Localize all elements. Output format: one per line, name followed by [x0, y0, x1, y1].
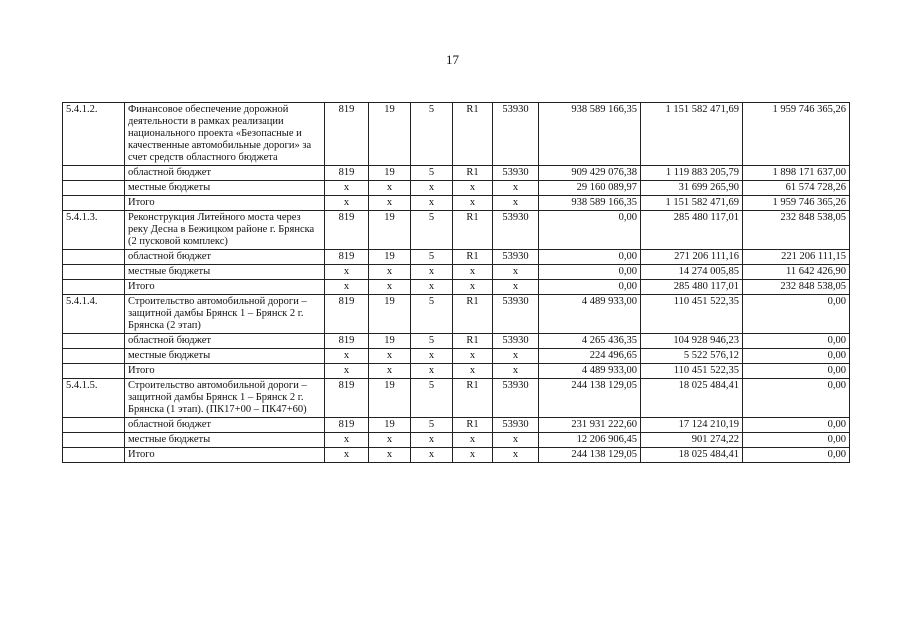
amount-year-3: 221 206 111,15 — [743, 250, 850, 265]
section-code: 19 — [369, 103, 411, 166]
expense-code: x — [493, 364, 539, 379]
amount-year-2: 18 025 484,41 — [641, 379, 743, 418]
row-code — [63, 418, 125, 433]
amount-year-1: 231 931 222,60 — [539, 418, 641, 433]
subsection-code: 5 — [411, 295, 453, 334]
section-code: 19 — [369, 418, 411, 433]
expense-code: x — [493, 433, 539, 448]
admin-code: x — [325, 196, 369, 211]
row-code — [63, 265, 125, 280]
amount-year-2: 901 274,22 — [641, 433, 743, 448]
row-name: областной бюджет — [125, 334, 325, 349]
amount-year-1: 0,00 — [539, 250, 641, 265]
amount-year-2: 1 151 582 471,69 — [641, 196, 743, 211]
program-code: R1 — [453, 211, 493, 250]
amount-year-3: 0,00 — [743, 418, 850, 433]
amount-year-1: 4 489 933,00 — [539, 295, 641, 334]
amount-year-1: 938 589 166,35 — [539, 196, 641, 211]
table-row-sub — [63, 349, 850, 364]
row-code — [63, 334, 125, 349]
amount-year-1: 224 496,65 — [539, 349, 641, 364]
amount-year-3: 1 959 746 365,26 — [743, 196, 850, 211]
table-row-item — [63, 103, 850, 166]
amount-year-1: 0,00 — [539, 211, 641, 250]
row-name: Итого — [125, 280, 325, 295]
subsection-code: 5 — [411, 418, 453, 433]
amount-year-3: 61 574 728,26 — [743, 181, 850, 196]
program-code: x — [453, 265, 493, 280]
row-code: 5.4.1.5. — [63, 379, 125, 418]
table-row-item — [63, 379, 850, 418]
subsection-code: 5 — [411, 166, 453, 181]
subsection-code: 5 — [411, 103, 453, 166]
table-row-sub — [63, 364, 850, 379]
amount-year-1: 12 206 906,45 — [539, 433, 641, 448]
subsection-code: x — [411, 448, 453, 463]
program-code: R1 — [453, 418, 493, 433]
table-row-sub — [63, 196, 850, 211]
section-code: x — [369, 448, 411, 463]
amount-year-3: 1 898 171 637,00 — [743, 166, 850, 181]
row-code — [63, 364, 125, 379]
expense-code: x — [493, 448, 539, 463]
table-row-sub — [63, 418, 850, 433]
subsection-code: x — [411, 433, 453, 448]
expense-code: 53930 — [493, 379, 539, 418]
section-code: 19 — [369, 211, 411, 250]
program-code: R1 — [453, 295, 493, 334]
program-code: x — [453, 448, 493, 463]
program-code: R1 — [453, 250, 493, 265]
budget-table — [62, 102, 850, 463]
section-code: x — [369, 181, 411, 196]
section-code: x — [369, 196, 411, 211]
admin-code: 819 — [325, 250, 369, 265]
admin-code: 819 — [325, 166, 369, 181]
admin-code: 819 — [325, 418, 369, 433]
amount-year-1: 29 160 089,97 — [539, 181, 641, 196]
amount-year-1: 909 429 076,38 — [539, 166, 641, 181]
program-code: x — [453, 364, 493, 379]
row-code — [63, 196, 125, 211]
table-row-item — [63, 295, 850, 334]
admin-code: x — [325, 265, 369, 280]
subsection-code: 5 — [411, 379, 453, 418]
amount-year-2: 14 274 005,85 — [641, 265, 743, 280]
amount-year-2: 104 928 946,23 — [641, 334, 743, 349]
amount-year-3: 0,00 — [743, 379, 850, 418]
amount-year-2: 17 124 210,19 — [641, 418, 743, 433]
table-row-sub — [63, 334, 850, 349]
row-code — [63, 448, 125, 463]
amount-year-3: 232 848 538,05 — [743, 280, 850, 295]
row-code: 5.4.1.3. — [63, 211, 125, 250]
section-code: 19 — [369, 379, 411, 418]
page-number: 17 — [446, 52, 459, 67]
row-code: 5.4.1.4. — [63, 295, 125, 334]
expense-code: x — [493, 349, 539, 364]
amount-year-2: 110 451 522,35 — [641, 295, 743, 334]
section-code: 19 — [369, 250, 411, 265]
row-name: областной бюджет — [125, 250, 325, 265]
amount-year-2: 5 522 576,12 — [641, 349, 743, 364]
amount-year-2: 31 699 265,90 — [641, 181, 743, 196]
row-code — [63, 349, 125, 364]
row-code — [63, 166, 125, 181]
row-name: Финансовое обеспечение дорожной деятельности в рамках реализации национального проекта «Безопасные и качественные автомобильные дороги» за счет средств областного бюджета — [125, 103, 325, 166]
admin-code: 819 — [325, 379, 369, 418]
table-row-sub — [63, 448, 850, 463]
subsection-code: x — [411, 364, 453, 379]
row-name: Итого — [125, 448, 325, 463]
row-code — [63, 280, 125, 295]
amount-year-2: 110 451 522,35 — [641, 364, 743, 379]
amount-year-2: 285 480 117,01 — [641, 211, 743, 250]
section-code: 19 — [369, 166, 411, 181]
admin-code: 819 — [325, 103, 369, 166]
section-code: x — [369, 265, 411, 280]
section-code: x — [369, 364, 411, 379]
amount-year-3: 0,00 — [743, 364, 850, 379]
expense-code: 53930 — [493, 295, 539, 334]
table-row-item — [63, 211, 850, 250]
table-row-sub — [63, 280, 850, 295]
admin-code: x — [325, 181, 369, 196]
amount-year-3: 0,00 — [743, 433, 850, 448]
amount-year-1: 4 489 933,00 — [539, 364, 641, 379]
row-name: Строительство автомобильной дороги – защитной дамбы Брянск 1 – Брянск 2 г. Брянска (1 этап). (ПК17+00 – ПК47+60) — [125, 379, 325, 418]
section-code: x — [369, 280, 411, 295]
amount-year-2: 271 206 111,16 — [641, 250, 743, 265]
table-row-sub — [63, 250, 850, 265]
row-name: местные бюджеты — [125, 265, 325, 280]
row-name: Строительство автомобильной дороги – защитной дамбы Брянск 1 – Брянск 2 г. Брянска (2 этап) — [125, 295, 325, 334]
program-code: R1 — [453, 166, 493, 181]
subsection-code: x — [411, 280, 453, 295]
expense-code: 53930 — [493, 418, 539, 433]
row-code — [63, 250, 125, 265]
program-code: x — [453, 280, 493, 295]
expense-code: x — [493, 265, 539, 280]
row-name: местные бюджеты — [125, 349, 325, 364]
subsection-code: 5 — [411, 250, 453, 265]
subsection-code: x — [411, 265, 453, 280]
section-code: x — [369, 433, 411, 448]
expense-code: 53930 — [493, 211, 539, 250]
amount-year-3: 232 848 538,05 — [743, 211, 850, 250]
admin-code: 819 — [325, 211, 369, 250]
program-code: x — [453, 181, 493, 196]
admin-code: 819 — [325, 295, 369, 334]
amount-year-2: 18 025 484,41 — [641, 448, 743, 463]
section-code: x — [369, 349, 411, 364]
subsection-code: x — [411, 196, 453, 211]
subsection-code: x — [411, 181, 453, 196]
amount-year-3: 0,00 — [743, 295, 850, 334]
table-row-sub — [63, 433, 850, 448]
amount-year-1: 0,00 — [539, 280, 641, 295]
amount-year-1: 4 265 436,35 — [539, 334, 641, 349]
admin-code: x — [325, 433, 369, 448]
row-name: Итого — [125, 364, 325, 379]
amount-year-2: 1 151 582 471,69 — [641, 103, 743, 166]
table-row-sub — [63, 181, 850, 196]
expense-code: x — [493, 280, 539, 295]
amount-year-3: 0,00 — [743, 349, 850, 364]
amount-year-1: 938 589 166,35 — [539, 103, 641, 166]
expense-code: x — [493, 181, 539, 196]
section-code: 19 — [369, 295, 411, 334]
admin-code: x — [325, 448, 369, 463]
program-code: R1 — [453, 103, 493, 166]
amount-year-2: 1 119 883 205,79 — [641, 166, 743, 181]
program-code: x — [453, 196, 493, 211]
row-name: местные бюджеты — [125, 181, 325, 196]
expense-code: 53930 — [493, 250, 539, 265]
expense-code: 53930 — [493, 166, 539, 181]
table-row-sub — [63, 265, 850, 280]
row-code — [63, 181, 125, 196]
subsection-code: x — [411, 349, 453, 364]
subsection-code: 5 — [411, 211, 453, 250]
row-name: областной бюджет — [125, 166, 325, 181]
admin-code: x — [325, 349, 369, 364]
amount-year-1: 0,00 — [539, 265, 641, 280]
expense-code: x — [493, 196, 539, 211]
row-name: Реконструкция Литейного моста через реку Десна в Бежицком районе г. Брянска (2 пусковой комплекс) — [125, 211, 325, 250]
amount-year-2: 285 480 117,01 — [641, 280, 743, 295]
admin-code: 819 — [325, 334, 369, 349]
amount-year-1: 244 138 129,05 — [539, 379, 641, 418]
table-row-sub — [63, 166, 850, 181]
amount-year-1: 244 138 129,05 — [539, 448, 641, 463]
program-code: R1 — [453, 334, 493, 349]
admin-code: x — [325, 280, 369, 295]
program-code: x — [453, 433, 493, 448]
program-code: R1 — [453, 379, 493, 418]
amount-year-3: 0,00 — [743, 334, 850, 349]
program-code: x — [453, 349, 493, 364]
amount-year-3: 0,00 — [743, 448, 850, 463]
row-name: Итого — [125, 196, 325, 211]
row-name: местные бюджеты — [125, 433, 325, 448]
admin-code: x — [325, 364, 369, 379]
row-name: областной бюджет — [125, 418, 325, 433]
expense-code: 53930 — [493, 334, 539, 349]
amount-year-3: 1 959 746 365,26 — [743, 103, 850, 166]
section-code: 19 — [369, 334, 411, 349]
subsection-code: 5 — [411, 334, 453, 349]
row-code — [63, 433, 125, 448]
amount-year-3: 11 642 426,90 — [743, 265, 850, 280]
expense-code: 53930 — [493, 103, 539, 166]
row-code: 5.4.1.2. — [63, 103, 125, 166]
